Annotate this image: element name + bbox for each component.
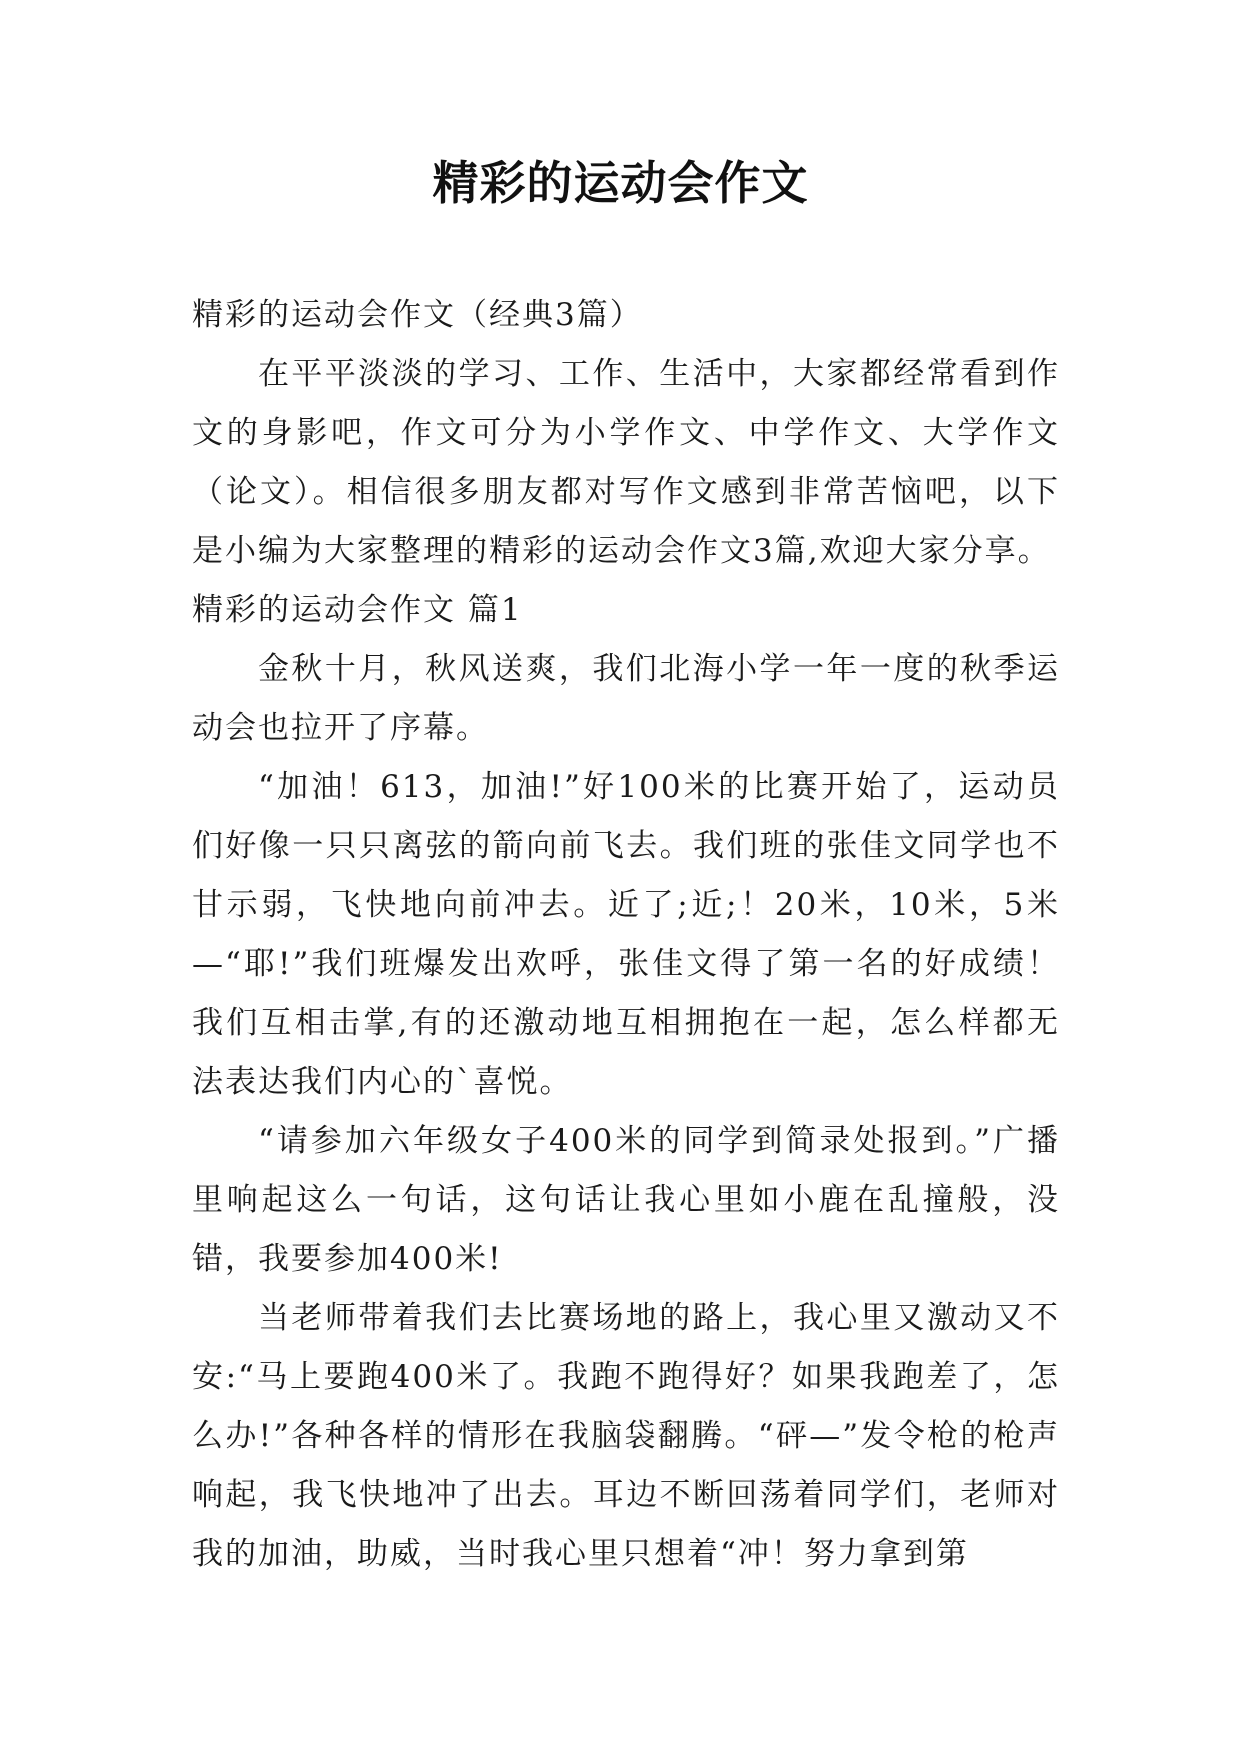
paragraph-race-start: 当老师带着我们去比赛场地的路上，我心里又激动又不安:“马上要跑400米了。我跑不跑得好？如果我跑差了，怎么办!”各种各样的情形在我脑袋翻腾。“砰—”发令枪的枪声响起，我飞快地冲了出去。耳边不断回荡着同学们，老师对我的加油，助威，当时我心里只想着“冲！努力拿到第 xyxy=(192,1300,1060,1572)
paragraph-autumn-opening: 金秋十月，秋风送爽，我们北海小学一年一度的秋季运动会也拉开了序幕。 xyxy=(192,651,1060,746)
paragraph-400m-call: “请参加六年级女子400米的同学到简录处报到。”广播里响起这么一句话，这句话让我心里如小鹿在乱撞般，没错，我要参加400米! xyxy=(192,1123,1060,1277)
document-body xyxy=(192,286,1060,1584)
paragraph-heading-part-1: 精彩的运动会作文 篇1 xyxy=(192,592,523,628)
paragraph-heading-collection: 精彩的运动会作文（经典3篇） xyxy=(192,297,643,333)
document-title: 精彩的运动会作文 xyxy=(432,156,809,210)
paragraph-100m-race: “加油！613，加油!”好100米的比赛开始了，运动员们好像一只只离弦的箭向前飞去。我们班的张佳文同学也不甘示弱，飞快地向前冲去。近了;近;！20米，10米，5米—“耶!”我们班爆发出欢呼，张佳文得了第一名的好成绩！我们互相击掌,有的还激动地互相拥抱在一起，怎么样都无法表达我们内心的`喜悦。 xyxy=(192,769,1060,1100)
paragraph-intro: 在平平淡淡的学习、工作、生活中，大家都经常看到作文的身影吧，作文可分为小学作文、中学作文、大学作文（论文）。相信很多朋友都对写作文感到非常苦恼吧，以下是小编为大家整理的精彩的运动会作文3篇,欢迎大家分享。 xyxy=(192,356,1060,569)
